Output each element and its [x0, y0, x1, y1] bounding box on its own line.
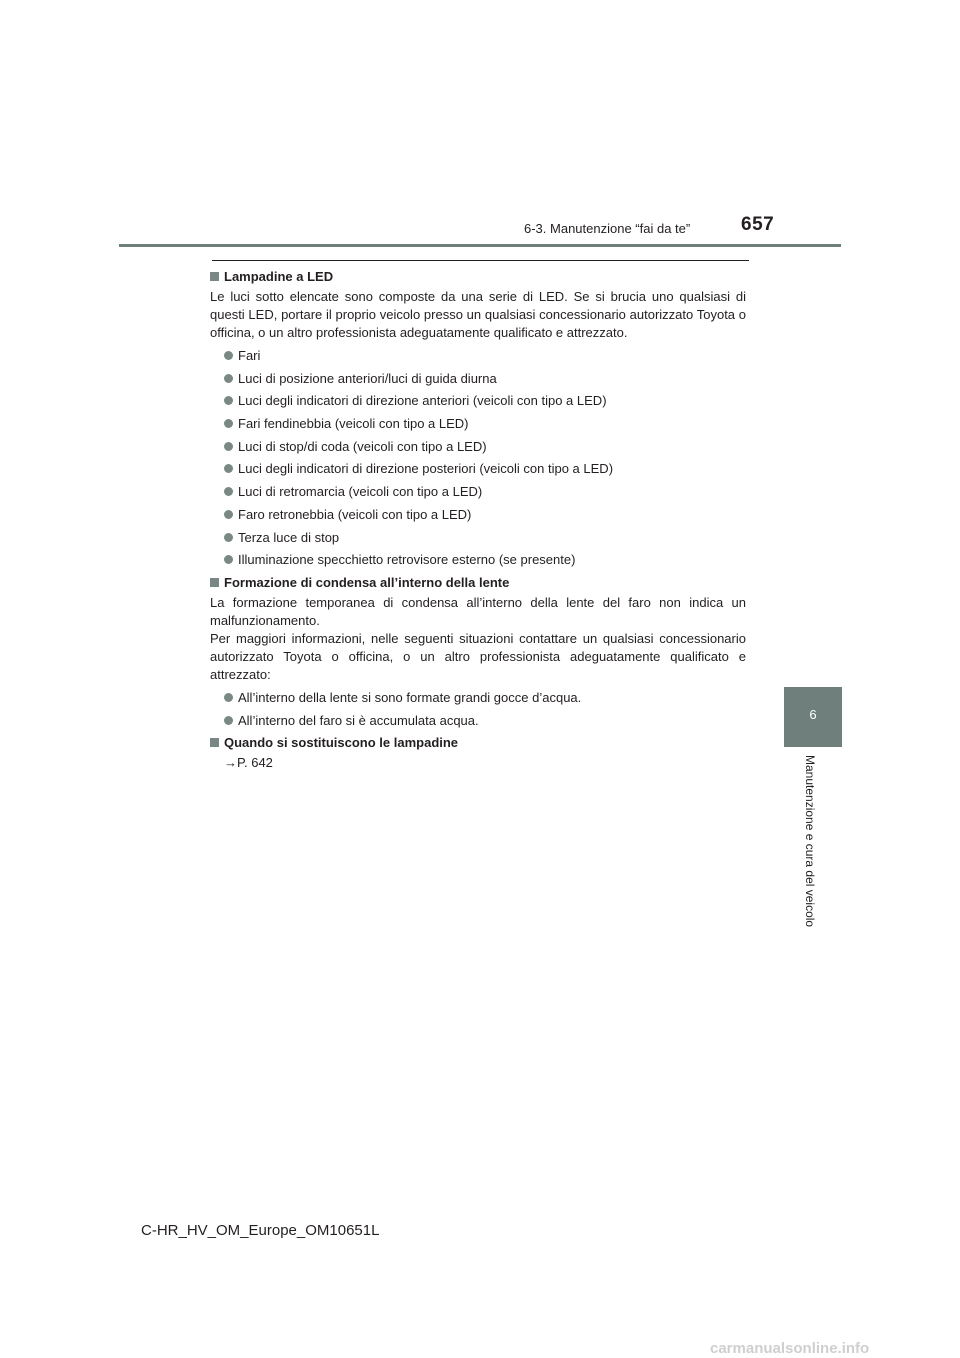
circle-bullet-icon [224, 533, 233, 542]
list-item-text: Luci degli indicatori di direzione anteriori (veicoli con tipo a LED) [238, 393, 607, 409]
list-item-text: Faro retronebbia (veicoli con tipo a LED) [238, 506, 472, 522]
content-rule [212, 260, 749, 261]
section-title-condensation [210, 574, 746, 592]
list-item [210, 392, 746, 410]
list-item-text: Fari [238, 348, 261, 363]
list-item-text: Fari fendinebbia (veicoli con tipo a LED) [238, 416, 469, 432]
page-content [210, 268, 746, 772]
page-number: 657 [741, 214, 775, 235]
list-item [210, 689, 746, 707]
condensation-paragraph-1: La formazione temporanea di condensa all’interno della lente del faro non indica un malfunzionamento. [210, 594, 746, 628]
list-item [210, 370, 746, 388]
list-item-text: Luci di retromarcia (veicoli con tipo a LED) [238, 484, 483, 500]
list-item [210, 712, 746, 730]
condensation-paragraph-2: Per maggiori informazioni, nelle seguenti situazioni contattare un qualsiasi concessionario autorizzato Toyota o officina, o un altro professionista adeguatamente qualificato e attrezzato: [210, 630, 746, 682]
footer-doc-code: C-HR_HV_OM_Europe_OM10651L [141, 1222, 380, 1239]
square-bullet-icon [210, 738, 219, 747]
circle-bullet-icon [224, 442, 233, 451]
list-item [210, 483, 746, 501]
list-item-text: Illuminazione specchietto retrovisore esterno (se presente) [238, 552, 576, 568]
watermark: carmanualsonline.info [710, 1340, 870, 1357]
led-paragraph: Le luci sotto elencate sono composte da una serie di LED. Se si brucia uno qualsiasi di questi LED, portare il proprio veicolo presso un qualsiasi concessionario autorizzato Toyota o officina, o un altro professionista adeguatamente qualificato e attrezzato. [210, 289, 746, 340]
list-item [210, 415, 746, 433]
section-title-replacing-bulbs [210, 734, 746, 752]
section-title-text: Lampadine a LED [224, 269, 334, 284]
section-title-text: Quando si sostituiscono le lampadine [224, 735, 459, 751]
list-item [210, 438, 746, 456]
circle-bullet-icon [224, 555, 233, 564]
list-item-text: Terza luce di stop [238, 529, 340, 545]
square-bullet-icon [210, 272, 219, 281]
section-title-text: Formazione di condensa all’interno della lente [224, 574, 510, 590]
circle-bullet-icon [224, 464, 233, 473]
circle-bullet-icon [224, 487, 233, 496]
led-bullet-list [210, 347, 746, 569]
circle-bullet-icon [224, 510, 233, 519]
chapter-tab [784, 687, 842, 747]
list-item-text: All’interno del faro si è accumulata acqua. [238, 712, 479, 728]
list-item [210, 551, 746, 569]
chapter-title: Manutenzione e cura del veicolo [803, 755, 817, 928]
header-rule [119, 244, 841, 247]
circle-bullet-icon [224, 693, 233, 702]
page-reference-link[interactable]: →P. 642 [224, 755, 273, 771]
list-item-text: All’interno della lente si sono formate grandi gocce d’acqua. [238, 689, 582, 705]
list-item-text: Luci di posizione anteriori/luci di guida diurna [238, 370, 497, 386]
circle-bullet-icon [224, 351, 233, 360]
circle-bullet-icon [224, 419, 233, 428]
condensation-bullet-list [210, 689, 746, 730]
header-section-title: 6-3. Manutenzione “fai da te” [524, 221, 691, 236]
section-title-led [210, 268, 746, 286]
list-item-text: Luci degli indicatori di direzione posteriori (veicoli con tipo a LED) [238, 461, 614, 477]
circle-bullet-icon [224, 396, 233, 405]
circle-bullet-icon [224, 374, 233, 383]
list-item [210, 347, 746, 365]
chapter-number: 6 [809, 707, 817, 722]
list-item [210, 529, 746, 547]
circle-bullet-icon [224, 716, 233, 725]
list-item-text: Luci di stop/di coda (veicoli con tipo a LED) [238, 438, 487, 454]
square-bullet-icon [210, 578, 219, 587]
list-item [210, 460, 746, 478]
list-item [210, 506, 746, 524]
